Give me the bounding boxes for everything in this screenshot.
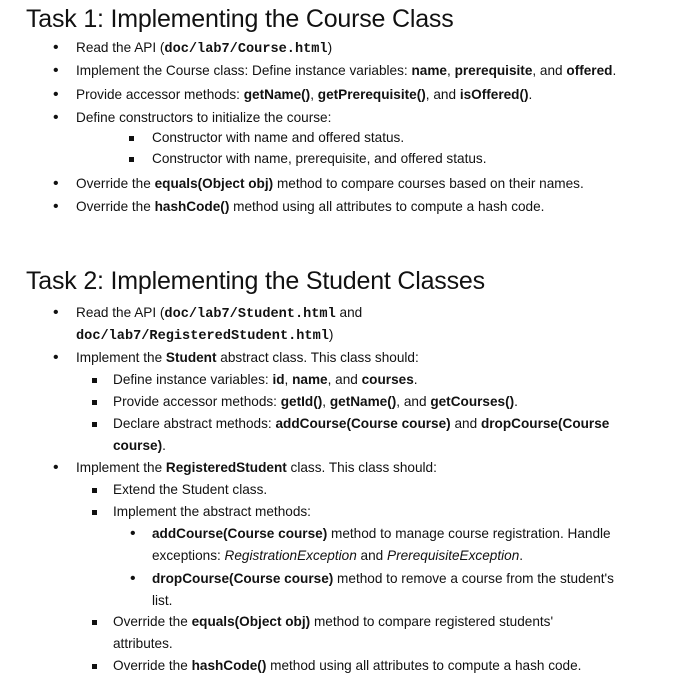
bullet-marker: • — [53, 86, 59, 103]
task2-dropcourse-line2: list. — [152, 593, 173, 608]
task1-constructors: Define constructors to initialize the course: — [76, 110, 332, 125]
task1-equals: Override the equals(Object obj) method to compare courses based on their names. — [76, 176, 584, 191]
bullet-marker: • — [53, 304, 59, 321]
task2-abstract-methods-line2: course). — [113, 438, 166, 453]
task1-ctor1: Constructor with name and offered status. — [152, 130, 405, 145]
task2-heading: Task 2: Implementing the Student Classes — [26, 267, 485, 295]
task2-registered-class: Implement the RegisteredStudent class. This class should: — [76, 460, 437, 475]
task2-extend: Extend the Student class. — [113, 482, 268, 497]
square-bullet — [92, 664, 97, 669]
bullet-marker: • — [53, 349, 59, 366]
task1-hashcode: Override the hashCode() method using all attributes to compute a hash code. — [76, 199, 545, 214]
square-bullet — [92, 422, 97, 427]
task1-accessors: Provide accessor methods: getName(), getPrerequisite(), and isOffered(). — [76, 87, 533, 102]
task1-read-api: Read the API (doc/lab7/Course.html) — [76, 40, 333, 57]
bullet-marker: • — [53, 175, 59, 192]
square-bullet — [129, 157, 134, 162]
square-bullet — [129, 136, 134, 141]
task1-implement-course: Implement the Course class: Define instance variables: name, prerequisite, and offered. — [76, 63, 617, 78]
bullet-marker: • — [53, 109, 59, 126]
bullet-marker: • — [53, 198, 59, 215]
task2-addcourse: addCourse(Course course) method to manage course registration. Handle — [152, 526, 611, 541]
task2-hashcode: Override the hashCode() method using all attributes to compute a hash code. — [113, 658, 582, 673]
bullet-marker: • — [53, 459, 59, 476]
task2-addcourse-line2: exceptions: RegistrationException and PrerequisiteException. — [152, 548, 524, 563]
task1-heading: Task 1: Implementing the Course Class — [26, 5, 454, 33]
task2-student-class: Implement the Student abstract class. This class should: — [76, 350, 419, 365]
task2-equals-line2: attributes. — [113, 636, 173, 651]
square-bullet — [92, 620, 97, 625]
task2-read-api-line2: doc/lab7/RegisteredStudent.html) — [76, 327, 334, 344]
task2-abstract-methods: Declare abstract methods: addCourse(Course course) and dropCourse(Course — [113, 416, 610, 431]
task2-equals: Override the equals(Object obj) method to compare registered students' — [113, 614, 554, 629]
task2-dropcourse: dropCourse(Course course) method to remove a course from the student's — [152, 571, 614, 586]
square-bullet — [92, 488, 97, 493]
bullet-marker: • — [53, 39, 59, 56]
task2-student-accessors: Provide accessor methods: getId(), getName(), and getCourses(). — [113, 394, 518, 409]
bullet-marker: • — [53, 62, 59, 79]
bullet-marker: • — [130, 525, 136, 542]
bullet-marker: • — [130, 570, 136, 587]
task2-implement-abstract: Implement the abstract methods: — [113, 504, 311, 519]
square-bullet — [92, 378, 97, 383]
task1-ctor2: Constructor with name, prerequisite, and offered status. — [152, 151, 487, 166]
task2-student-vars: Define instance variables: id, name, and courses. — [113, 372, 418, 387]
square-bullet — [92, 510, 97, 515]
task2-read-api: Read the API (doc/lab7/Student.html and — [76, 305, 363, 322]
square-bullet — [92, 400, 97, 405]
